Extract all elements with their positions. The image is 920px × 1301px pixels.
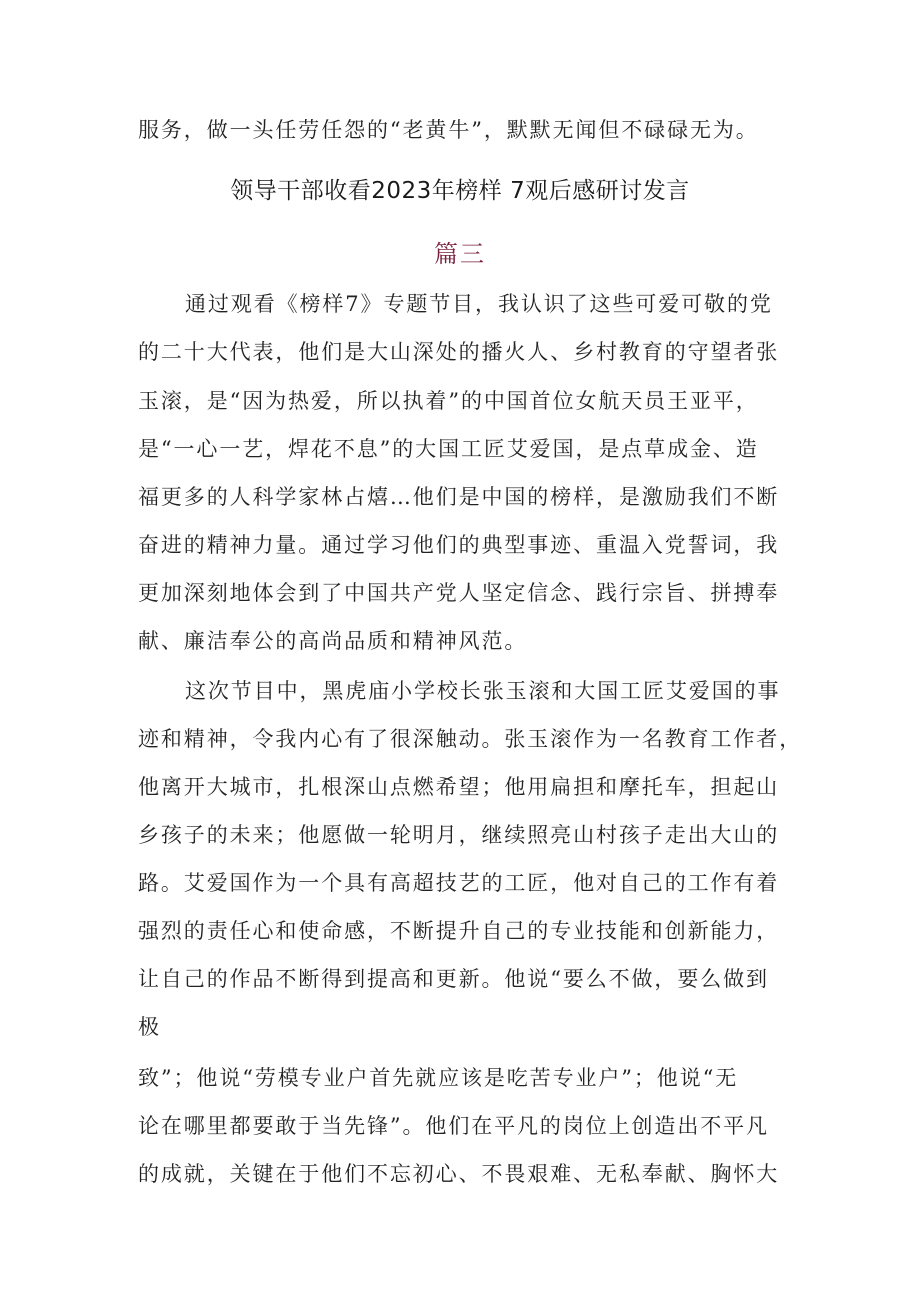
paragraph-line: 是“一心一艺，焊花不息”的大国工匠艾爱国，是点草成金、造 (138, 437, 759, 461)
paragraph-line: 奋进的精神力量。通过学习他们的典型事迹、重温入党誓词，我 (138, 533, 780, 557)
paragraph-line: 更加深刻地体会到了中国共产党人坚定信念、践行宗旨、拼搏奉 (138, 581, 780, 605)
paragraph-line: 的成就，关键在于他们不忘初心、不畏艰难、无私奉献、胸怀大 (138, 1162, 780, 1186)
paragraph-line: 乡孩子的未来；他愿做一轮明月，继续照亮山村孩子走出大山的 (138, 823, 780, 847)
document-title: 领导干部收看2023年榜样 7观后感研讨发言 (230, 178, 690, 204)
paragraph-line: 献、廉洁奉公的高尚品质和精神风范。 (138, 629, 528, 653)
paragraph-line: 这次节目中，黑虎庙小学校长张玉滚和大国工匠艾爱国的事 (185, 679, 781, 703)
lead-line: 服务，做一头任劳任怨的“老黄牛”，默默无闻但不碌碌无为。 (138, 118, 759, 142)
paragraph-line: 极 (138, 1015, 161, 1039)
paragraph-line: 的二十大代表，他们是大山深处的播火人、乡村教育的守望者张 (138, 340, 780, 364)
paragraph-line: 玉滚，是“因为热爱，所以执着”的中国首位女航天员王亚平， (138, 389, 759, 413)
paragraph-line: 论在哪里都要敢于当先锋”。他们在平凡的岗位上创造出不平凡 (138, 1114, 769, 1138)
section-heading: 篇三 (434, 240, 486, 268)
paragraph-line: 迹和精神，令我内心有了很深触动。张玉滚作为一名教育工作者， (138, 727, 803, 751)
paragraph-line: 让自己的作品不断得到提高和更新。他说“要么不做，要么做到 (138, 967, 769, 991)
paragraph-line: 强烈的责任心和使命感，不断提升自己的专业技能和创新能力， (138, 919, 780, 943)
paragraph-line: 通过观看《榜样7》专题节目，我认识了这些可爱可敬的党 (185, 292, 773, 316)
paragraph-line: 福更多的人科学家林占熺…他们是中国的榜样，是激励我们不断 (138, 485, 780, 509)
paragraph-line: 致”；他说“劳模专业户首先就应该是吃苦专业户”；他说“无 (138, 1066, 739, 1090)
paragraph-line: 他离开大城市，扎根深山点燃希望；他用扁担和摩托车，担起山 (138, 775, 780, 799)
paragraph-line: 路。艾爱国作为一个具有高超技艺的工匠，他对自己的工作有着 (138, 871, 780, 895)
